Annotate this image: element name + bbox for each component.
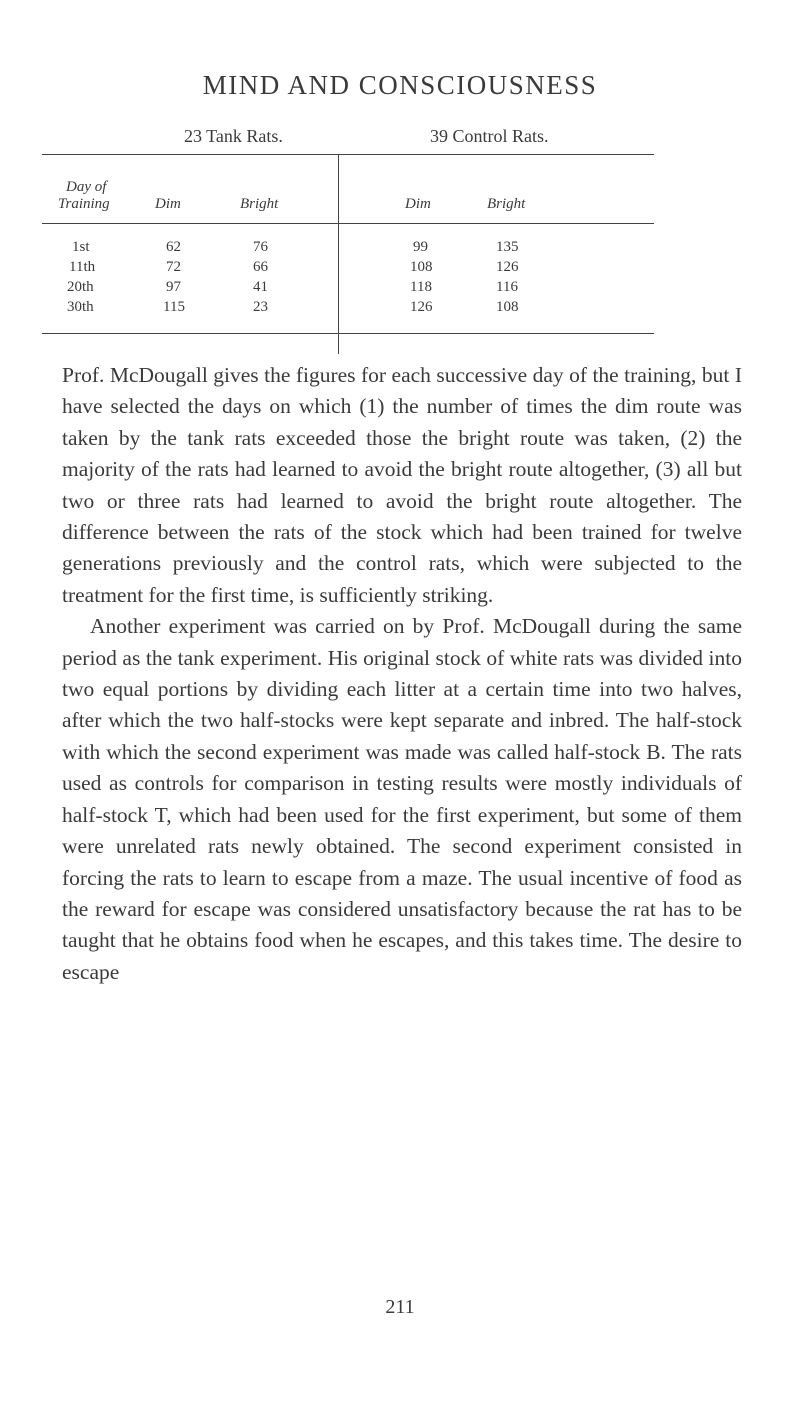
row3-control-bright: 116 [496, 279, 518, 295]
group-heading-tank-rats: 23 Tank Rats. [184, 126, 283, 146]
row4-day: 30th [67, 299, 94, 315]
row1-tank-dim: 62 [166, 239, 181, 255]
group-heading-control-rats: 39 Control Rats. [430, 126, 549, 146]
col-head-tank-bright: Bright [240, 196, 279, 212]
body-text [62, 360, 742, 988]
table-bottom-rule [42, 333, 654, 334]
row3-tank-dim: 97 [166, 279, 181, 295]
col-head-tank-dim: Dim [155, 196, 181, 212]
row1-control-bright: 135 [496, 239, 519, 255]
row4-tank-dim: 115 [163, 299, 185, 315]
row4-control-dim: 126 [410, 299, 433, 315]
row2-tank-bright: 66 [253, 259, 268, 275]
running-head: MIND AND CONSCIOUSNESS [202, 70, 598, 100]
row2-control-dim: 108 [410, 259, 433, 275]
row1-tank-bright: 76 [253, 239, 268, 255]
row4-control-bright: 108 [496, 299, 519, 315]
page-number: 211 [385, 1296, 415, 1318]
row3-day: 20th [67, 279, 94, 295]
row2-control-bright: 126 [496, 259, 519, 275]
paragraph-1: Prof. McDougall gives the figures for each successive day of the training, but I have selected the days on which (1) the number of times the dim route was taken by the tank rats exceeded those the bright route was taken, (2) the majority of the rats had learned to avoid the bright route altogether, (3) all but two or three rats had learned to avoid the bright route altogether. The difference between the rats of the stock which had been trained for twelve generations previously and the control rats, which were subjected to the treatment for the first time, is sufficiently striking. [62, 363, 742, 607]
col-head-day-line2: Training [58, 196, 110, 212]
col-head-day-line1: Day of [66, 179, 107, 195]
row1-control-dim: 99 [413, 239, 428, 255]
col-head-control-dim: Dim [405, 196, 431, 212]
col-head-control-bright: Bright [487, 196, 526, 212]
table-header-rule [42, 223, 654, 224]
row3-tank-bright: 41 [253, 279, 268, 295]
paragraph-2: Another experiment was carried on by Prof. McDougall during the same period as the tank experiment. His original stock of white rats was divided into two equal portions by dividing each litter at a certain time into two halves, after which the two half-stocks were kept separate and inbred. The half-stock with which the second experiment was made was called half-stock B. The rats used as controls for comparison in testing results were mostly individuals of half-stock T, which had been used for the first experiment, but some of them were unrelated rats newly obtained. The second experiment consisted in forcing the rats to learn to escape from a maze. The usual incentive of food as the reward for escape was considered unsatisfactory because the rat has to be taught that he obtains food when he escapes, and this takes time. The desire to escape [62, 614, 742, 984]
table-column-divider [338, 154, 339, 354]
row4-tank-bright: 23 [253, 299, 268, 315]
row2-tank-dim: 72 [166, 259, 181, 275]
row2-day: 11th [69, 259, 96, 275]
row3-control-dim: 118 [410, 279, 432, 295]
row1-day: 1st [72, 239, 90, 255]
table-top-rule [42, 154, 654, 155]
